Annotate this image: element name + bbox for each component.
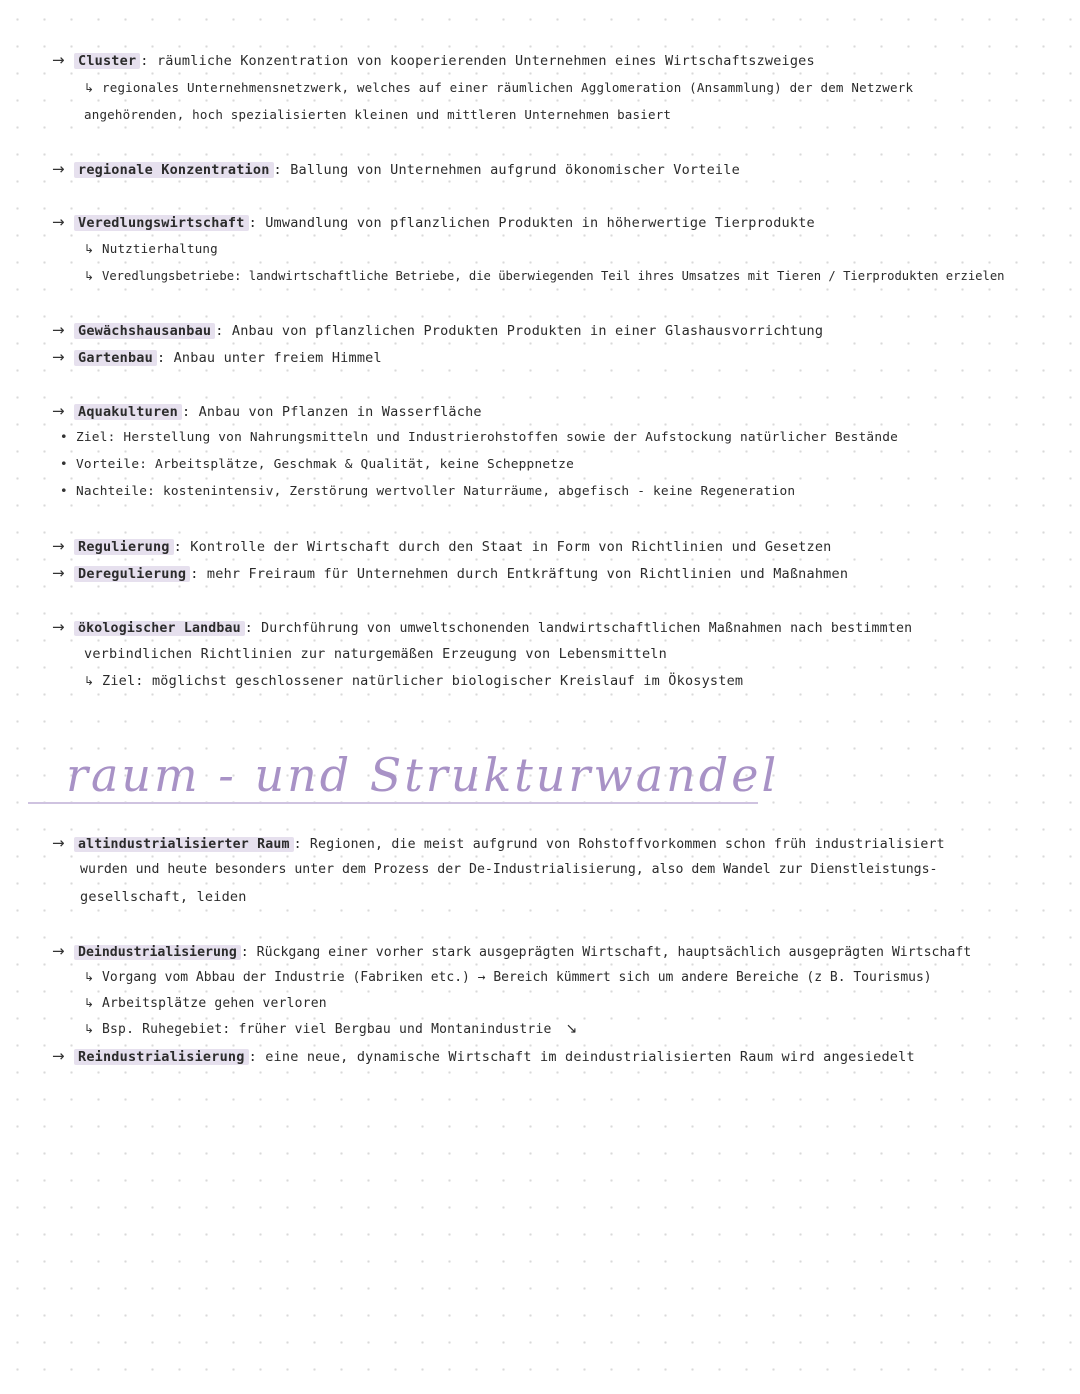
deind-entry	[52, 941, 971, 963]
oeko-sub	[84, 671, 743, 691]
curved-arrow-icon: ↘	[565, 1021, 578, 1037]
cluster-sub	[84, 78, 913, 98]
hook-arrow-icon: ↳	[84, 269, 95, 283]
reind-entry	[52, 1046, 915, 1067]
bullet-icon: •	[60, 484, 68, 499]
hook-arrow-icon: ↳	[84, 1022, 95, 1036]
definition-gewaechshaus: : Anbau von pflanzlichen Produkten Produkten in einer Glashausvorrichtung	[215, 323, 824, 339]
term-cluster: Cluster	[74, 53, 140, 69]
definition-deregulierung: : mehr Freiraum für Unternehmen durch Entkräftung von Richtlinien und Maßnahmen	[190, 566, 849, 582]
definition-altind-cont2: gesellschaft, leiden	[80, 889, 247, 905]
arrow-icon: →	[52, 537, 65, 555]
deind-sub1-text: Vorgang vom Abbau der Industrie (Fabriken etc.) → Bereich kümmert sich um andere Bereiche (z B. Tourismus)	[102, 970, 932, 985]
hook-arrow-icon: ↳	[84, 674, 95, 688]
definition-aqua: : Anbau von Pflanzen in Wasserfläche	[181, 404, 482, 420]
definition-deind: : Rückgang einer vorher stark ausgeprägten Wirtschaft, hauptsächlich ausgeprägten Wirtschaft	[240, 945, 972, 960]
section-heading	[28, 748, 780, 818]
veredlung-sub1-text: Nutztierhaltung	[102, 241, 218, 256]
arrow-icon: →	[52, 402, 65, 420]
term-oekologischer-landbau: ökologischer Landbau	[74, 621, 245, 636]
oeko-ziel-text: Ziel: möglichst geschlossener natürlicher biologischer Kreislauf im Ökosystem	[102, 673, 744, 689]
hook-arrow-icon: ↳	[84, 242, 95, 256]
arrow-icon: →	[52, 51, 65, 69]
definition-cluster: : räumliche Konzentration von kooperierenden Unternehmen eines Wirtschaftszweiges	[140, 53, 815, 69]
aqua-ziel-text: Ziel: Herstellung von Nahrungsmitteln und Industrierohstoffen sowie der Aufstockung natürlicher Bestände	[76, 430, 899, 445]
cluster-sub-cont	[84, 105, 671, 125]
deind-sub2-text: Arbeitsplätze gehen verloren	[102, 996, 327, 1011]
term-veredlungswirtschaft: Veredlungswirtschaft	[74, 215, 249, 231]
hook-arrow-icon: ↳	[84, 996, 95, 1010]
aqua-bullet-nachteile	[60, 482, 795, 502]
term-reindustrialisierung: Reindustrialisierung	[74, 1049, 249, 1065]
gewaechshaus-entry	[52, 320, 823, 341]
oeko-def-cont	[84, 644, 667, 664]
arrow-icon: →	[52, 564, 65, 582]
definition-oeko: : Durchführung von umweltschonenden landwirtschaftlichen Maßnahmen nach bestimmten	[244, 621, 913, 636]
garten-entry	[52, 347, 382, 368]
arrow-icon: →	[52, 160, 65, 178]
aqua-nachteile-text: Nachteile: kostenintensiv, Zerstörung wertvoller Naturräume, abgefisch - keine Regeneration	[76, 484, 796, 499]
arrow-icon: →	[52, 348, 65, 366]
aqua-bullet-ziel	[60, 428, 898, 448]
term-deindustrialisierung: Deindustrialisierung	[74, 945, 241, 960]
veredlung-entry	[52, 212, 815, 233]
arrow-icon: →	[52, 618, 65, 636]
bullet-icon: •	[60, 430, 68, 445]
definition-regulierung: : Kontrolle der Wirtschaft durch den Staat in Form von Richtlinien und Gesetzen	[173, 539, 832, 555]
definition-garten: : Anbau unter freiem Himmel	[156, 350, 382, 366]
term-gewaechshausanbau: Gewächshausanbau	[74, 323, 215, 339]
aqua-entry	[52, 401, 482, 422]
cluster-sub-text-cont: angehörenden, hoch spezialisierten kleinen und mittleren Unternehmen basiert	[84, 107, 672, 122]
deind-sub2	[84, 993, 327, 1014]
veredlung-sub2	[84, 266, 1005, 286]
oeko-entry	[52, 617, 912, 639]
regional-entry	[52, 159, 740, 180]
hook-arrow-icon: ↳	[84, 970, 95, 984]
title-underline	[28, 802, 758, 804]
bullet-icon: •	[60, 457, 68, 472]
definition-altind: : Regionen, die meist aufgrund von Rohstoffvorkommen schon früh industrialisiert	[293, 837, 945, 852]
term-gartenbau: Gartenbau	[74, 350, 157, 366]
term-regulierung: Regulierung	[74, 539, 174, 555]
hook-arrow-icon: ↳	[84, 81, 95, 95]
deregulierung-entry	[52, 563, 848, 584]
cluster-entry	[52, 50, 815, 71]
aqua-bullet-vorteile	[60, 455, 574, 475]
term-deregulierung: Deregulierung	[74, 566, 190, 582]
veredlung-sub2-text: Veredlungsbetriebe: landwirtschaftliche Betriebe, die überwiegenden Teil ihres Umsatzes mit Tieren / Tierprodukten erzielen	[102, 269, 1005, 283]
definition-reind: : eine neue, dynamische Wirtschaft im deindustrialisierten Raum wird angesiedelt	[248, 1049, 915, 1065]
veredlung-sub1	[84, 239, 218, 259]
definition-regional: : Ballung von Unternehmen aufgrund ökonomischer Vorteile	[273, 162, 740, 178]
definition-veredlung: : Umwandlung von pflanzlichen Produkten in höherwertige Tierprodukte	[248, 215, 815, 231]
deind-sub1	[84, 967, 932, 988]
altind-def-cont	[80, 860, 937, 880]
cluster-sub-text: regionales Unternehmensnetzwerk, welches auf einer räumlichen Agglomeration (Ansammlung) der dem Netzwerk	[102, 80, 914, 95]
arrow-icon: →	[52, 834, 65, 852]
arrow-icon: →	[52, 942, 65, 960]
altind-entry	[52, 833, 945, 855]
deind-sub3-text: Bsp. Ruhegebiet: früher viel Bergbau und Montanindustrie	[102, 1022, 552, 1037]
aqua-vorteile-text: Vorteile: Arbeitsplätze, Geschmak & Qualität, keine Scheppnetze	[76, 457, 574, 472]
term-regionale-konzentration: regionale Konzentration	[74, 162, 274, 178]
arrow-icon: →	[52, 1047, 65, 1065]
arrow-icon: →	[52, 321, 65, 339]
deind-sub3	[84, 1019, 577, 1040]
term-altindustrialisierter-raum: altindustrialisierter Raum	[74, 837, 294, 852]
section-title: raum - und Strukturwandel	[66, 748, 780, 802]
altind-def-cont2	[80, 887, 247, 907]
term-aquakulturen: Aquakulturen	[74, 404, 182, 420]
arrow-icon: →	[52, 213, 65, 231]
regulierung-entry	[52, 536, 832, 557]
definition-oeko-cont: verbindlichen Richtlinien zur naturgemäßen Erzeugung von Lebensmitteln	[84, 646, 667, 662]
definition-altind-cont: wurden und heute besonders unter dem Prozess der De-Industrialisierung, also dem Wandel zur Dienstleistungs-	[80, 862, 938, 877]
